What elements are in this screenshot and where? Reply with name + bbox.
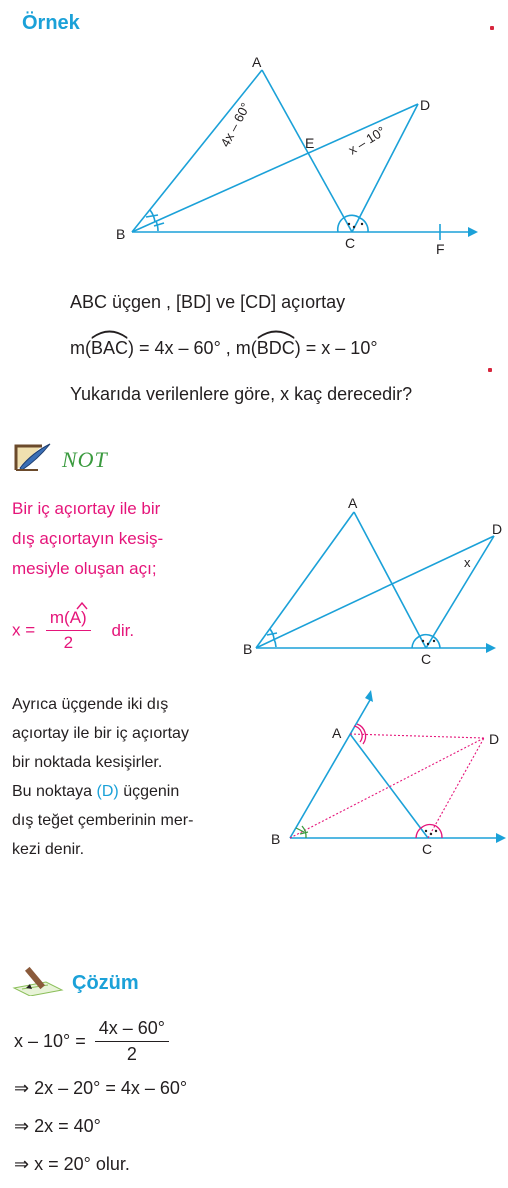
excenter-label-D: D xyxy=(489,731,500,747)
excenter-label-B: B xyxy=(271,831,281,847)
quill-icon xyxy=(12,440,54,474)
angle-D-label: x – 10° xyxy=(345,123,389,158)
excenter-text: Ayrıca üçgende iki dış açıortay ile bir iç açıortay bir noktada kesişirler. Bu noktaya (D) üçgenin dış teğet çemberinin mer- kezi denir. xyxy=(12,696,194,858)
note-label-x: x xyxy=(464,555,471,570)
note-text: Bir iç açıortay ile bir dış açıortayın kesiş- mesiyle oluşan açı; xyxy=(12,499,164,578)
red-margin-mark-2 xyxy=(488,368,492,372)
excenter-label-A: A xyxy=(332,725,342,741)
note-formula: x = $\frac{m(A)}{2}$ dir. xyxy=(12,608,134,653)
excenter-figure xyxy=(240,686,508,866)
problem-line-1: ABC üçgen , [BD] ve [CD] açıortay xyxy=(70,292,346,312)
solution-title: Çözüm xyxy=(72,972,139,994)
arc-BDC: BDC xyxy=(257,338,295,359)
angle-A-label: 4x – 60° xyxy=(217,100,254,150)
note-title: NOT xyxy=(62,447,108,472)
label-C: C xyxy=(345,235,356,251)
note-triangle-figure xyxy=(240,490,508,670)
label-B: B xyxy=(116,226,126,242)
pencil-paper-icon xyxy=(12,962,64,996)
arc-BAC: BAC xyxy=(91,338,128,359)
note-label-B: B xyxy=(243,641,253,657)
solution-step-2: ⇒ 2x – 20° = 4x – 60° xyxy=(14,1078,188,1098)
example-triangle-figure xyxy=(0,40,508,270)
note-label-D: D xyxy=(492,521,503,537)
note-label-A: A xyxy=(348,495,358,511)
note-label-C: C xyxy=(421,651,432,667)
label-A: A xyxy=(252,54,262,70)
example-title: Örnek xyxy=(22,12,80,34)
label-F: F xyxy=(436,241,445,257)
excenter-label-C: C xyxy=(422,841,433,857)
problem-line-3: Yukarıda verilenlere göre, x kaç derecedir? xyxy=(70,384,413,404)
solution-step-3: ⇒ 2x = 40° xyxy=(14,1116,101,1136)
solution-step-4: ⇒ x = 20° olur. xyxy=(14,1154,130,1174)
label-D: D xyxy=(420,97,431,113)
problem-line-2: m( BAC) = 4x – 60° , m( BDC) = x – 10° xyxy=(70,338,378,359)
solution-step-1: x – 10° = $\frac{4x - 60^\circ}{2}$ xyxy=(14,1018,169,1065)
red-margin-mark xyxy=(490,26,494,30)
label-E: E xyxy=(305,135,315,151)
